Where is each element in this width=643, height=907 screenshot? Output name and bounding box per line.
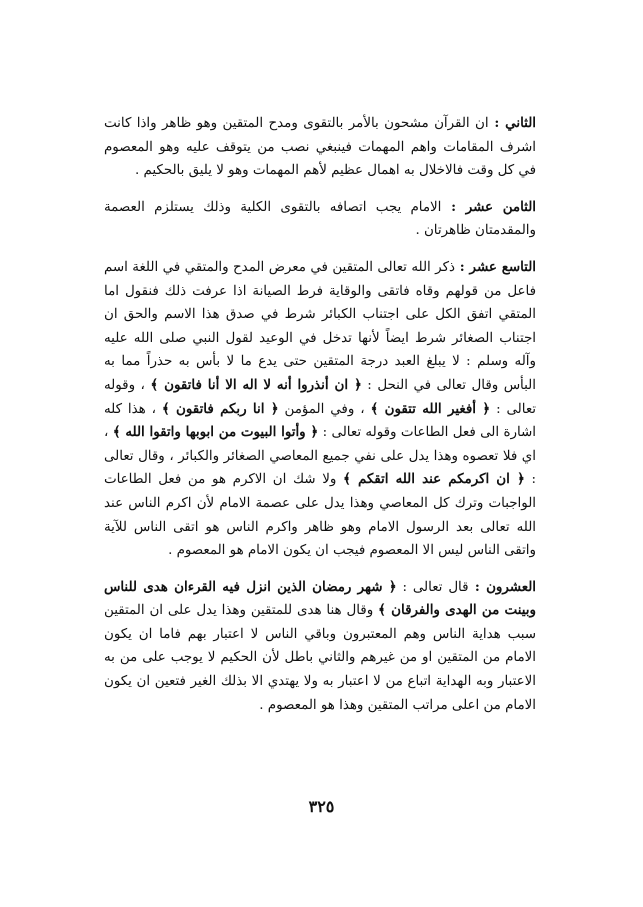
- quran-quote: ﴿ أفغير الله تتقون ﴾: [370, 400, 491, 417]
- paragraph-second: [104, 112, 536, 183]
- paragraph-heading: الثامن عشر :: [441, 198, 536, 215]
- quran-quote: ﴿ شهر رمضان الذين انزل فيه القرءان هدى للناس وبينت من الهدى والفرقان ﴾: [104, 578, 536, 619]
- quran-quote: ﴿ ان اكرمكم عند الله اتقكم ﴾: [343, 471, 525, 488]
- paragraph-text: ان القرآن مشحون بالأمر بالتقوى ومدح المتقين وهو ظاهر واذا كانت اشرف المقامات واهم المهمات فينبغي نصب من يتوقف عليه وهو المعصوم في كل وقت فالاخلال به اهمال عظيم لأهم المهمات وهو لا يليق بالحكيم .: [104, 116, 536, 179]
- quran-quote: ﴿ وأتوا البيوت من ابوبها واتقوا الله ﴾: [112, 424, 319, 441]
- paragraph-twentieth: [104, 576, 536, 718]
- paragraph-text: ، اي فلا تعصوه وهذا يدل على نفي جميع المعاصي الصغائر والكبائر ، وقال تعالى :: [104, 425, 536, 488]
- paragraph-nineteenth: [104, 256, 536, 563]
- page-number: ٣٢٥: [308, 797, 335, 816]
- paragraph-text: ولا شك ان الاكرم هو من فعل الطاعات الواجبات وترك كل المعاصي وهذا يدل على عصمة الامام لأن اكرم الناس عند الله تعالى بعد الرسول الامام وهو ظاهر واكرم الناس هو اتقى الناس للآية واتقى الناس ليس الا المعصوم فيجب ان يكون الامام هو المعصوم .: [104, 472, 536, 559]
- paragraph-heading: الثاني :: [488, 115, 536, 131]
- body-text: [104, 112, 536, 717]
- paragraph-eighteenth: [104, 196, 536, 243]
- quran-quote: ﴿ انا ربكم فاتقون ﴾: [161, 400, 279, 417]
- paragraph-heading: العشرون :: [468, 578, 536, 595]
- paragraph-heading: التاسع عشر :: [454, 258, 536, 275]
- paragraph-text: ، وقوله تعالى :: [104, 377, 537, 417]
- quran-quote: ﴿ ان أنذروا أنه لا اله الا أنا فاتقون ﴾: [150, 376, 362, 393]
- paragraph-text: ، وفي المؤمن: [278, 401, 371, 417]
- paragraph-text: ، هذا كله اشارة الى فعل الطاعات وقوله تعالى :: [104, 401, 536, 441]
- paragraph-text: ذكر الله تعالى المتقين في معرض المدح والمتقي في اللغة اسم فاعل من قولهم وقاه فاتقى والوقاية فرط الصيانة اذا عرفت ذلك فنقول اما المتقي اتفق الكل على اجتناب الكبائر شرط في صدق هذا الاسم والحق ان اجتناب الصغائر شرط ايضاً لأنها تدخل في الوعيد لقول النبي صلى الله عليه وآله وسلم : لا يبلغ العبد درجة المتقين حتى يدع ما لا بأس به حذراً مما به البأس وقال تعالى في النحل :: [104, 259, 536, 393]
- paragraph-text: وقال هنا هدى للمتقين وهذا يدل على ان المتقين سبب هداية الناس وهم المعتبرون وباقي الناس لا اعتبار بهم فاما ان يكون الامام من المتقين او من غيرهم والثاني باطل لأن الحكيم لا يوجب على من به الاعتبار وبه الهداية اتباع من لا اعتبار به ولا يهتدي الا بذلك الغير فتعين ان يكون الامام من اعلى مراتب المتقين وهذا هو المعصوم .: [104, 603, 536, 713]
- paragraph-text: الامام يجب اتصافه بالتقوى الكلية وذلك يستلزم العصمة والمقدمتان ظاهرتان .: [104, 199, 536, 239]
- paragraph-text: قال تعالى :: [396, 579, 469, 595]
